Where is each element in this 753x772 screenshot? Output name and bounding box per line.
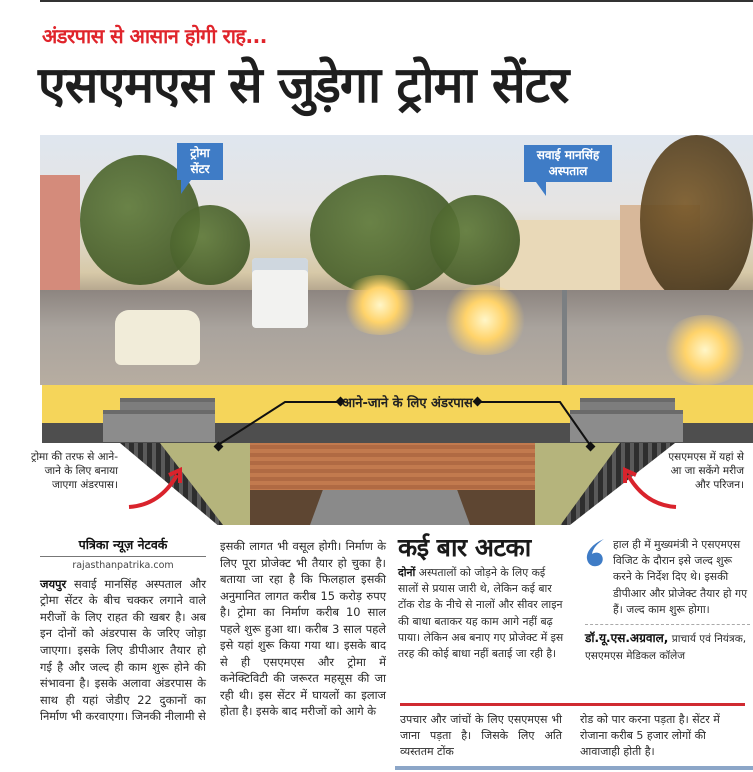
column-2 bbox=[220, 538, 386, 720]
leader-line bbox=[300, 401, 340, 403]
kicker: अंडरपास से आसान होगी राह... bbox=[42, 24, 267, 48]
column-4 bbox=[580, 712, 745, 760]
column-3 bbox=[400, 712, 562, 760]
callout-trauma-center bbox=[177, 143, 223, 180]
leader-line bbox=[476, 401, 526, 403]
sign-pole bbox=[562, 290, 567, 385]
note-trauma-side: ट्रोमा की तरफ से आने-जाने के लिए बनाया जाएगा अंडरपास। bbox=[31, 451, 118, 492]
headlight-glow bbox=[340, 275, 420, 335]
headlight-glow bbox=[660, 315, 750, 385]
quote-name: डॉ.यू.एस.अग्रवाल, bbox=[585, 630, 669, 645]
body-paragraph bbox=[40, 576, 206, 725]
street-photo bbox=[40, 135, 753, 385]
tree bbox=[170, 205, 250, 285]
callout-line: अस्पताल bbox=[548, 163, 588, 178]
bus bbox=[252, 258, 308, 328]
body-text: इसकी लागत भी वसूल होगी। निर्माण के लिए पूरा प्रोजेक्ट भी तैयार हो चुका है। बताया जा रहा है कि फिलहाल इसकी अनुमानित लागत करीब 15 करोड़ रुपए है। ट्रोमा का निर्माण करीब 10 साल पहले शुरू हुआ था। करीब 3 साल पहले इसे यहां शुरू किया गया था। इसके बाद से ही एसएमएस और ट्रोमा में कनेक्टिविटी की जरूरत महसूस की जा रही थी। इस सेंटर में घायलों का इलाज होता है। इसके बाद मरीजों को आगे के bbox=[220, 539, 386, 719]
tunnel-walkway bbox=[310, 490, 470, 525]
headline: एसएमएस से जुड़ेगा ट्रोमा सेंटर bbox=[38, 56, 569, 114]
leader-line bbox=[210, 401, 305, 451]
quote-text-span: हाल ही में मुख्यमंत्री ने एसएमएस विजिट के दौरान इसे जल्द शुरू करने के निर्देश दिए थे। इसकी डीपीआर और प्रोजेक्ट तैयार हो गए हैं। जल्द काम शुरू होगा। bbox=[613, 538, 748, 616]
sidebar-body: अस्पतालों को जोड़ने के लिए कई सालों से प्रयास जारी थे, लेकिन कई बार टोंक रोड के नीचे से नालों और सीवर लाइन की बाधा बताकर यह काम आगे नहीं बढ़ पाया। लेकिन अब बनाए गए प्रोजेक्ट में इस तरह की कोई बाधा नहीं बताई जा रही है। bbox=[398, 566, 564, 660]
car bbox=[115, 310, 200, 365]
callout-line: सेंटर bbox=[190, 161, 210, 176]
body-text: रोड को पार करना पड़ता है। सेंटर में रोजाना करीब 5 हजार लोगों की आवाजाही होती है। bbox=[580, 713, 720, 758]
sidebar-text bbox=[398, 565, 566, 662]
pull-quote bbox=[585, 537, 750, 664]
bottom-rule bbox=[395, 766, 753, 770]
body-text: सवाई मानसिंह अस्पताल और ट्रोमा सेंटर के बीच चक्कर लगाने वाले मरीजों के लिए राहत की खबर है। अब इन दोनों को अंडरपास के जरिए जोड़ा जाएगा। इसके लिए डीपीआर तैयार हो गई है और जल्द ही काम शुरू होने की संभावना है। इसके अलावा अंडरपास के साथ ही यहां जेडीए 22 दुकानों का निर्माण भी करवाएगा। जिनकी नीलामी से bbox=[40, 576, 206, 724]
quote-text bbox=[585, 537, 750, 618]
sidebar-title: कई बार अटका bbox=[398, 533, 531, 562]
callout-sms-hospital bbox=[524, 145, 612, 182]
headlight-glow bbox=[440, 285, 530, 355]
dateline: जयपुर bbox=[40, 576, 67, 591]
byline-url: rajasthanpatrika.com bbox=[72, 560, 174, 572]
tree bbox=[640, 135, 753, 305]
underpass-label: आने-जाने के लिए अंडरपास bbox=[342, 396, 473, 411]
quote-divider bbox=[585, 624, 750, 625]
tree bbox=[430, 195, 520, 285]
red-arrow-icon bbox=[125, 467, 185, 512]
callout-line: ट्रोमा bbox=[190, 146, 210, 160]
quote-role: प्राचार्य एवं नियंत्रक, एसएमएस मेडिकल कॉलेज bbox=[585, 632, 747, 662]
quote-attribution bbox=[585, 629, 750, 665]
byline-rule bbox=[40, 556, 206, 557]
top-rule bbox=[40, 0, 753, 2]
red-arrow-icon bbox=[620, 467, 680, 512]
underpass-diagram bbox=[0, 385, 753, 525]
byline-source: पत्रिका न्यूज़ नेटवर्क bbox=[78, 537, 168, 552]
body-text: उपचार और जांचों के लिए एसएमएस भी जाना पड़ता है। जिसके लिए अति व्यस्ततम टोंक bbox=[400, 713, 562, 758]
leader-line bbox=[520, 401, 595, 451]
column-1 bbox=[40, 536, 206, 725]
stair-cover-left bbox=[103, 410, 215, 442]
note-sms-side: एसएमएस में यहां से आ जा सकेंगे मरीज और परिजन। bbox=[668, 451, 744, 492]
section-divider bbox=[400, 703, 745, 706]
callout-line: सवाई मानसिंह bbox=[536, 148, 600, 162]
sidebar-lead: दोनों bbox=[398, 566, 416, 579]
